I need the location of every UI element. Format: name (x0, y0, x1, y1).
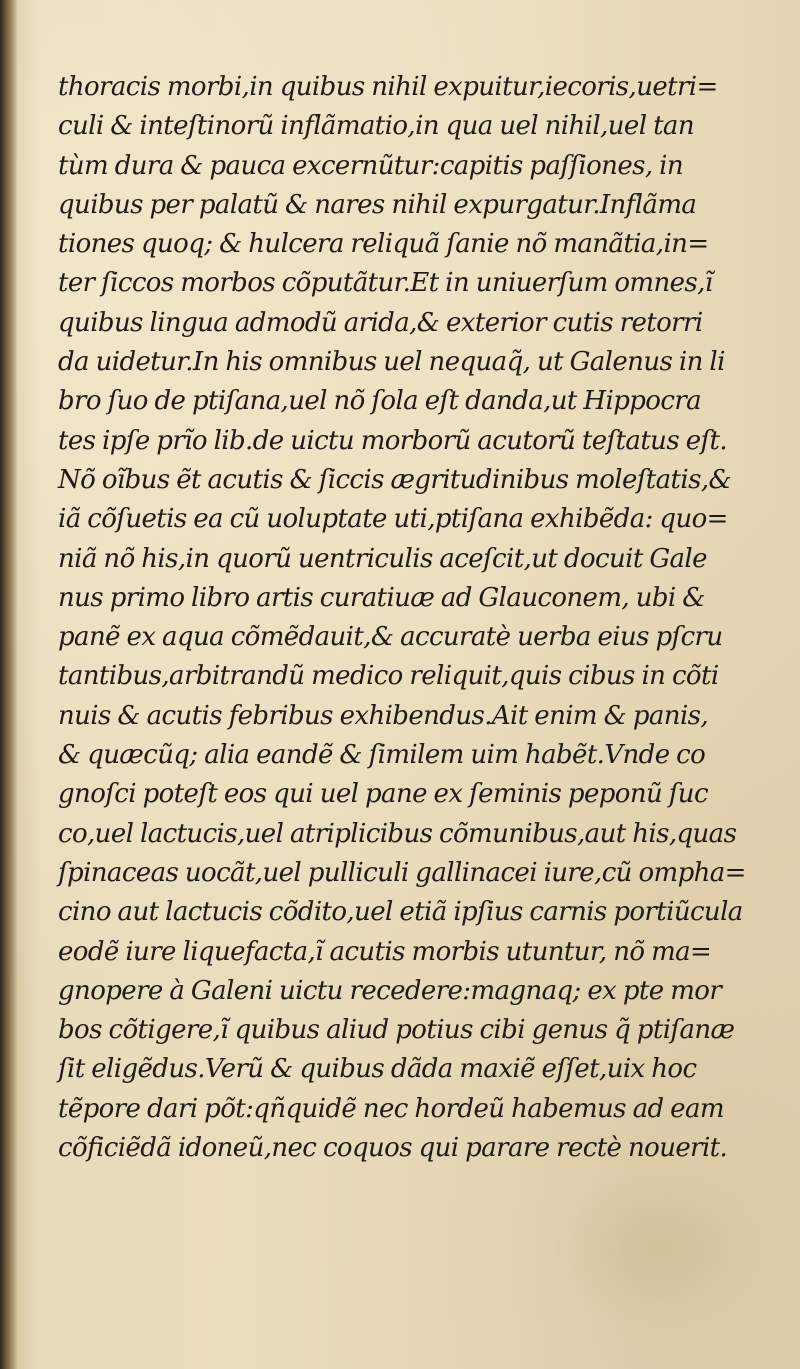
text-line: co,uel lactucis,uel atriplicibus cõmunibus,aut his,quas (58, 818, 737, 849)
text-line: nuis & acutis febribus exhibendus.Ait enim & panis, (58, 700, 709, 731)
text-line: tẽpore dari põt:qñquidẽ nec hordeũ habemus ad eam (58, 1093, 724, 1124)
text-line: bos cõtigere,ĩ quibus aliud potius cibi genus q̃ ptiſanæ (58, 1015, 735, 1046)
text-line: ſit eligẽdus.Verũ & quibus dãda maxiẽ eſſet,uix hoc (58, 1054, 697, 1085)
text-line: quibus lingua admodũ arida,& exterior cutis retorri (58, 307, 703, 338)
text-line: eodẽ iure liquefacta,ĩ acutis morbis utuntur, nõ ma= (58, 936, 712, 967)
text-line: thoracis morbi,in quibus nihil expuitur,iecoris,uetri= (58, 72, 718, 102)
text-line: panẽ ex aqua cõmẽdauit,& accuratè uerba eius pſcru (58, 622, 723, 653)
text-line: tùm dura & pauca excernũtur:capitis paſſiones, in (58, 150, 684, 181)
text-line: iã cõſuetis ea cũ uoluptate uti,ptiſana exhibẽda: quo= (58, 504, 728, 535)
text-line: ſpinaceas uocãt,uel pulliculi gallinacei iure,cũ ompha= (58, 857, 746, 888)
text-line: tiones quoq; & hulcera reliquã ſanie nõ manãtia,in= (58, 229, 709, 260)
text-line: & quæcũq; alia eandẽ & ſimilem uim habẽt.Vnde co (58, 740, 706, 771)
text-line: cõficiẽdã idoneũ,nec coquos qui parare rectè nouerit. (58, 1133, 728, 1164)
text-line: tes ipſe prĩo lib.de uictu morborũ acutorũ teſtatus eſt. (58, 425, 728, 456)
text-line: quibus per palatũ & nares nihil expurgatur.Inflãma (58, 189, 697, 220)
text-line: cino aut lactucis cõdito,uel etiã ipſius carnis portiũcula (58, 897, 743, 928)
text-line: bro ſuo de ptiſana,uel nõ ſola eſt danda,ut Hippocra (58, 386, 702, 417)
text-line: da uidetur.In his omnibus uel nequaq̃, ut Galenus in li (58, 347, 725, 378)
text-line: gnoſci poteſt eos qui uel pane ex ſeminis peponũ ſuc (58, 779, 708, 810)
text-line: culi & inteſtinorũ inflãmatio,in qua uel nihil,uel tan (58, 111, 694, 142)
paper-stain (550, 1169, 770, 1329)
text-line: niã nõ his,in quorũ uentriculis aceſcit,ut docuit Gale (58, 543, 707, 574)
text-line: ter ſiccos morbos cõputãtur.Et in uniuerſum omnes,ĩ (58, 268, 713, 299)
text-line: gnopere à Galeni uictu recedere:magnaq; ex pte mor (58, 975, 722, 1006)
page-gutter (0, 0, 18, 1369)
body-text (58, 68, 746, 1168)
text-line: nus primo libro artis curatiuæ ad Glauconem, ubi & (58, 582, 705, 613)
text-line: Nõ oĩbus ẽt acutis & ſiccis ægritudinibus moleſtatis,& (58, 464, 732, 495)
text-line: tantibus,arbitrandũ medico reliquit,quis cibus in cõti (58, 661, 719, 692)
